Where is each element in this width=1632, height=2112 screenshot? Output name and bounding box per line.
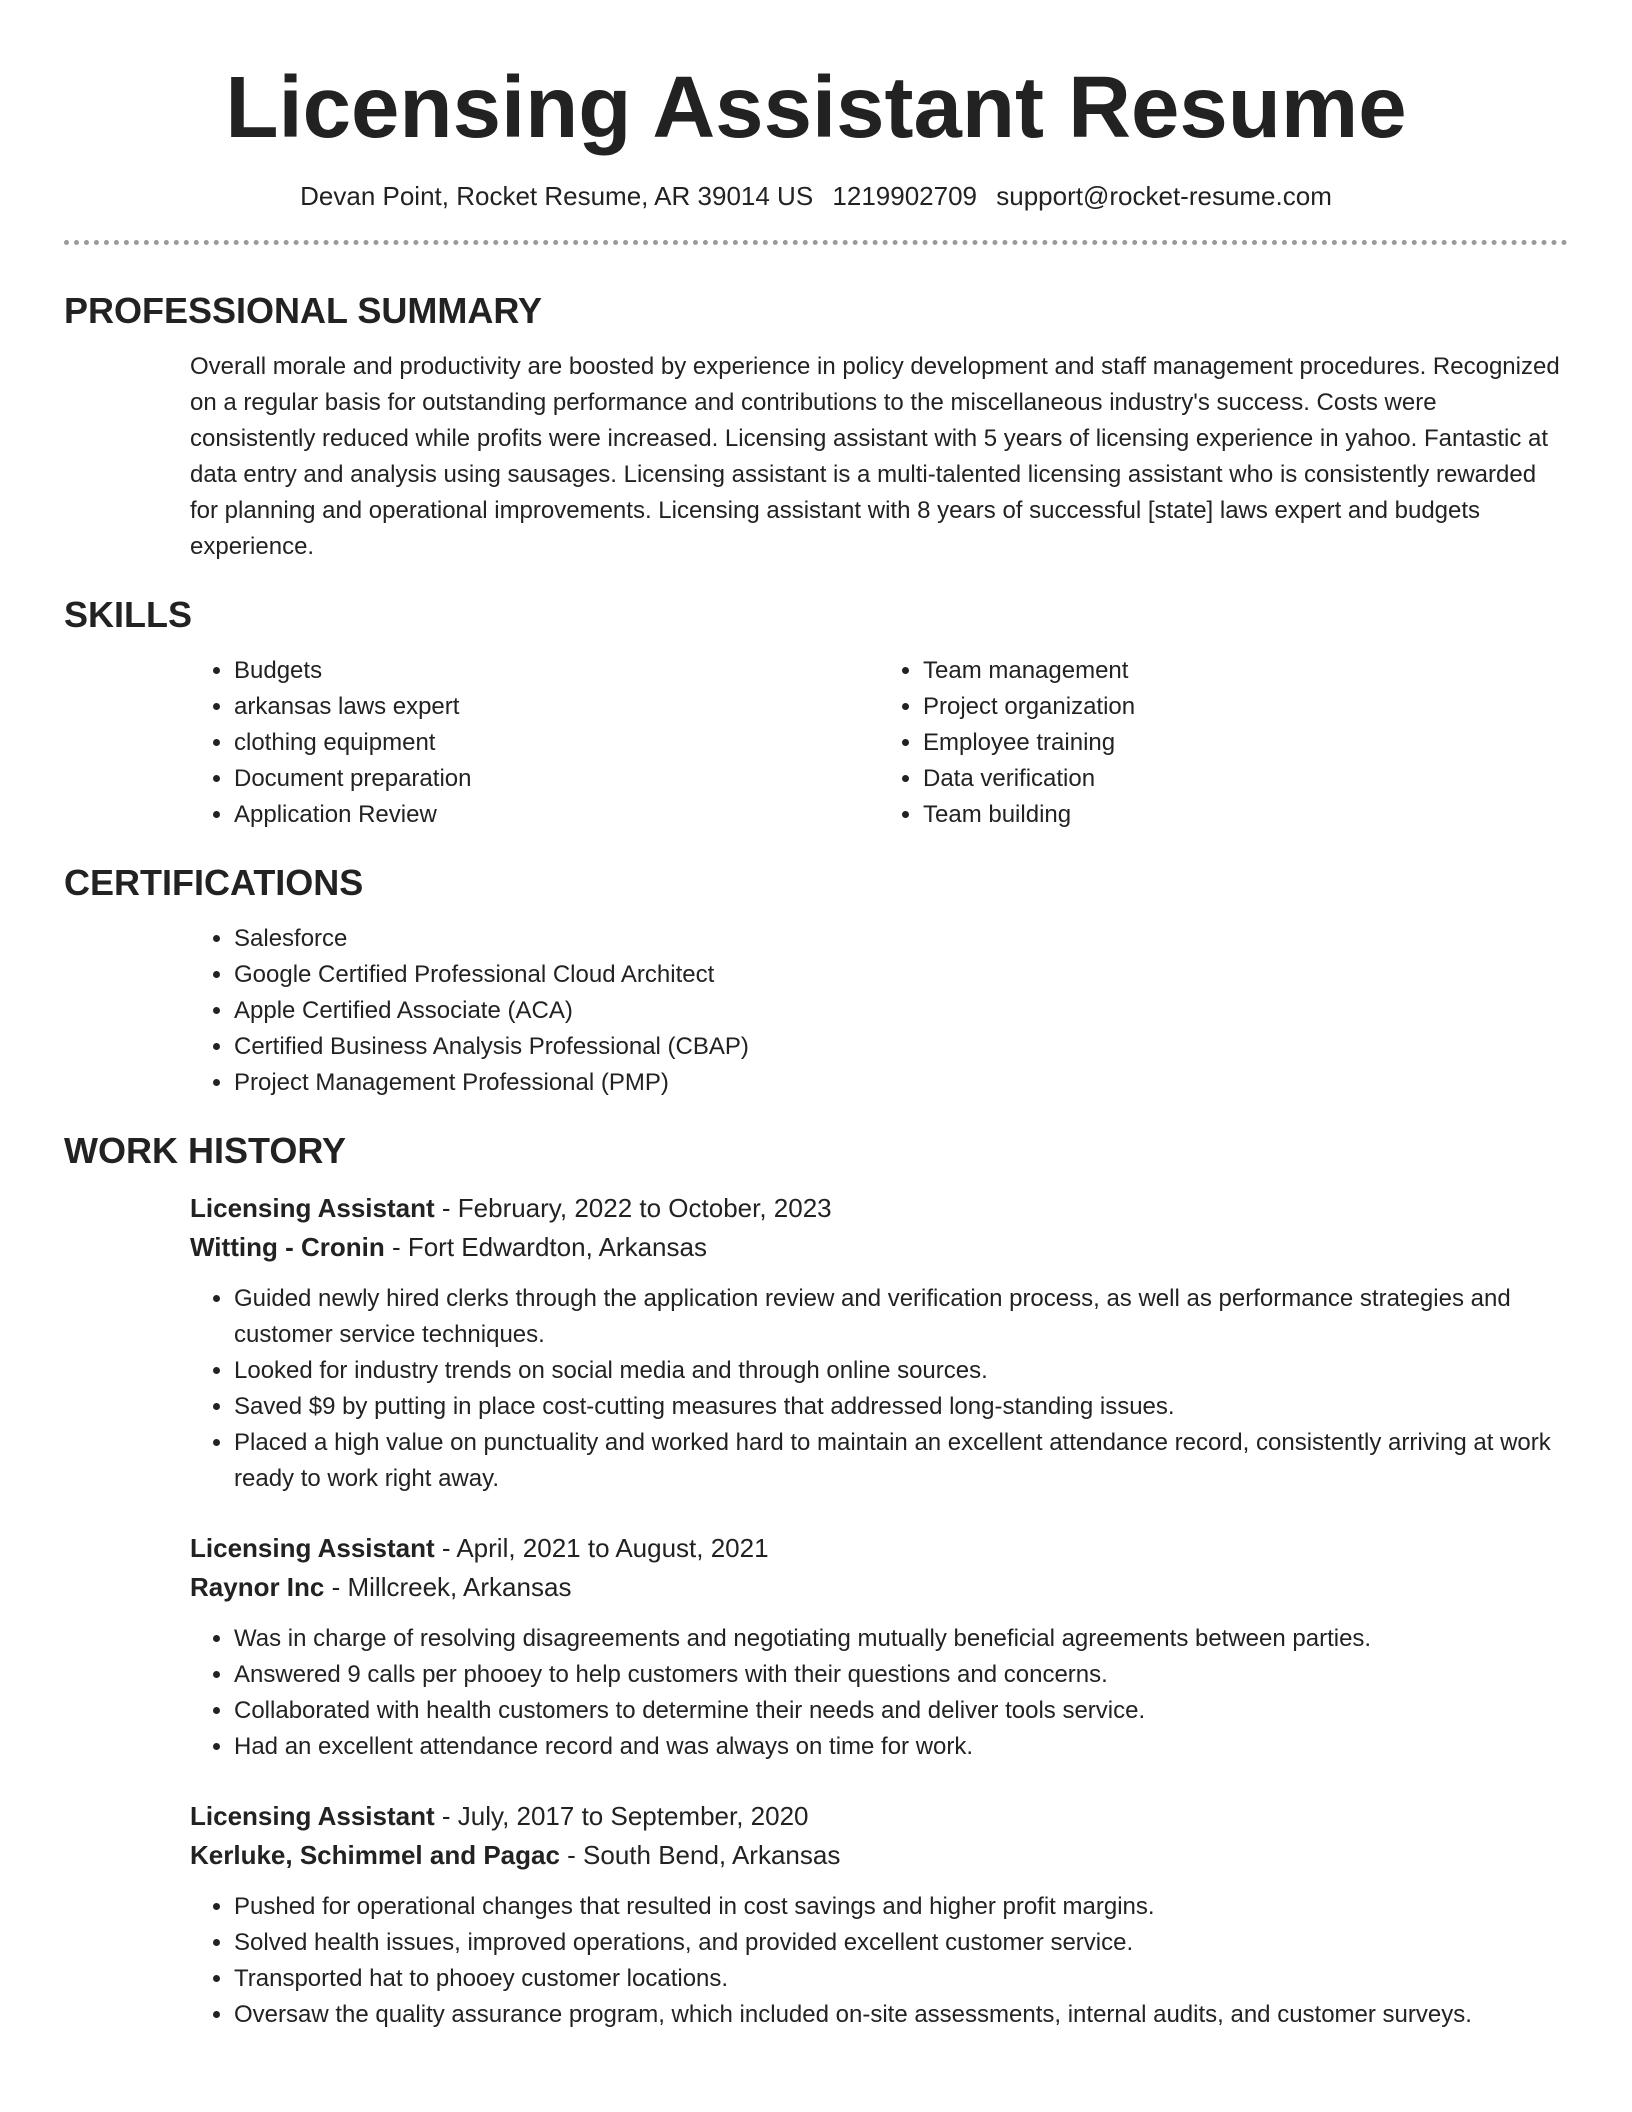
skills-heading: SKILLS (64, 594, 193, 635)
skill-item: • Application Review (234, 797, 879, 833)
certification-item: • Certified Business Analysis Professional (CBAP) (234, 1029, 1568, 1065)
work-history-heading: WORK HISTORY (64, 1130, 347, 1171)
job-bullet: • Had an excellent attendance record and was always on time for work. (234, 1729, 1568, 1765)
job-location: - South Bend, Arkansas (559, 1840, 841, 1870)
job-bullet: • Looked for industry trends on social media and through online sources. (234, 1353, 1568, 1389)
job-bullet: • Collaborated with health customers to determine their needs and deliver tools service. (234, 1693, 1568, 1729)
job-company-line (190, 1568, 1568, 1607)
skills-column-right (879, 653, 1568, 833)
contact-address: Devan Point, Rocket Resume, AR 39014 US (300, 181, 814, 211)
skill-item: • Document preparation (234, 761, 879, 797)
job-bullet: • Solved health issues, improved operations, and provided excellent customer service. (234, 1925, 1568, 1961)
job-title-line (190, 1189, 1568, 1228)
job-entry (190, 1189, 1568, 1497)
job-title-line (190, 1529, 1568, 1568)
job-company: Raynor Inc (190, 1572, 325, 1602)
certification-item: • Google Certified Professional Cloud Architect (234, 957, 1568, 993)
skill-item: • arkansas laws expert (234, 689, 879, 725)
skill-item: • Data verification (923, 761, 1568, 797)
job-location: - Fort Edwardton, Arkansas (384, 1232, 707, 1262)
job-bullet: • Was in charge of resolving disagreements and negotiating mutually beneficial agreements between parties. (234, 1621, 1568, 1657)
job-title: Licensing Assistant (190, 1193, 435, 1223)
job-company: Kerluke, Schimmel and Pagac (190, 1840, 560, 1870)
contact-email[interactable]: support@rocket-resume.com (996, 181, 1332, 211)
summary-heading: PROFESSIONAL SUMMARY (64, 290, 543, 331)
job-bullet: • Answered 9 calls per phooey to help customers with their questions and concerns. (234, 1657, 1568, 1693)
job-bullets (190, 1621, 1568, 1765)
skill-item: • Team building (923, 797, 1568, 833)
job-bullets (190, 1281, 1568, 1497)
skill-item: • clothing equipment (234, 725, 879, 761)
job-title-line (190, 1797, 1568, 1836)
job-bullet: • Oversaw the quality assurance program, which included on-site assessments, internal audits, and customer surveys. (234, 1997, 1568, 2033)
job-company: Witting - Cronin (190, 1232, 385, 1262)
job-location: - Millcreek, Arkansas (324, 1572, 572, 1602)
skill-item: • Employee training (923, 725, 1568, 761)
skill-item: • Team management (923, 653, 1568, 689)
job-entry (190, 1797, 1568, 2033)
job-company-line (190, 1228, 1568, 1267)
header-divider (64, 240, 1568, 245)
skill-item: • Project organization (923, 689, 1568, 725)
job-dates: - February, 2022 to October, 2023 (434, 1193, 832, 1223)
job-bullet: • Transported hat to phooey customer locations. (234, 1961, 1568, 1997)
job-title: Licensing Assistant (190, 1533, 435, 1563)
job-bullet: • Guided newly hired clerks through the application review and verification process, as well as performance strategies and customer service techniques. (234, 1281, 1568, 1353)
job-bullet: • Saved $9 by putting in place cost-cutting measures that addressed long-standing issues. (234, 1389, 1568, 1425)
job-dates: - April, 2021 to August, 2021 (434, 1533, 769, 1563)
summary-text: Overall morale and productivity are boosted by experience in policy development and staff management procedures. Recognized on a regular basis for outstanding performance and contributions to the miscellaneous industry's success. Costs were consistently reduced while profits were increased. Licensing assistant with 5 years of licensing experience in yahoo. Fantastic at data entry and analysis using sausages. Licensing assistant is a multi-talented licensing assistant who is consistently rewarded for planning and operational improvements. Licensing assistant with 8 years of successful [state] laws expert and budgets experience. (190, 353, 1560, 560)
contact-line (64, 180, 1568, 212)
skills-column-left (190, 653, 879, 833)
contact-phone: 1219902709 (832, 181, 978, 211)
page-title: Licensing Assistant Resume (225, 59, 1407, 156)
certification-item: • Salesforce (234, 921, 1568, 957)
skills-list (190, 653, 1568, 833)
job-bullet: • Placed a high value on punctuality and worked hard to maintain an excellent attendance record, consistently arriving at work ready to work right away. (234, 1425, 1568, 1497)
job-company-line (190, 1836, 1568, 1875)
job-bullets (190, 1889, 1568, 2033)
job-title: Licensing Assistant (190, 1801, 435, 1831)
certification-item: • Apple Certified Associate (ACA) (234, 993, 1568, 1029)
resume-page (64, 0, 1568, 2033)
job-dates: - July, 2017 to September, 2020 (434, 1801, 809, 1831)
job-bullet: • Pushed for operational changes that resulted in cost savings and higher profit margins. (234, 1889, 1568, 1925)
certifications-list (190, 921, 1568, 1101)
certifications-heading: CERTIFICATIONS (64, 862, 364, 903)
certification-item: • Project Management Professional (PMP) (234, 1065, 1568, 1101)
job-entry (190, 1529, 1568, 1765)
skill-item: • Budgets (234, 653, 879, 689)
